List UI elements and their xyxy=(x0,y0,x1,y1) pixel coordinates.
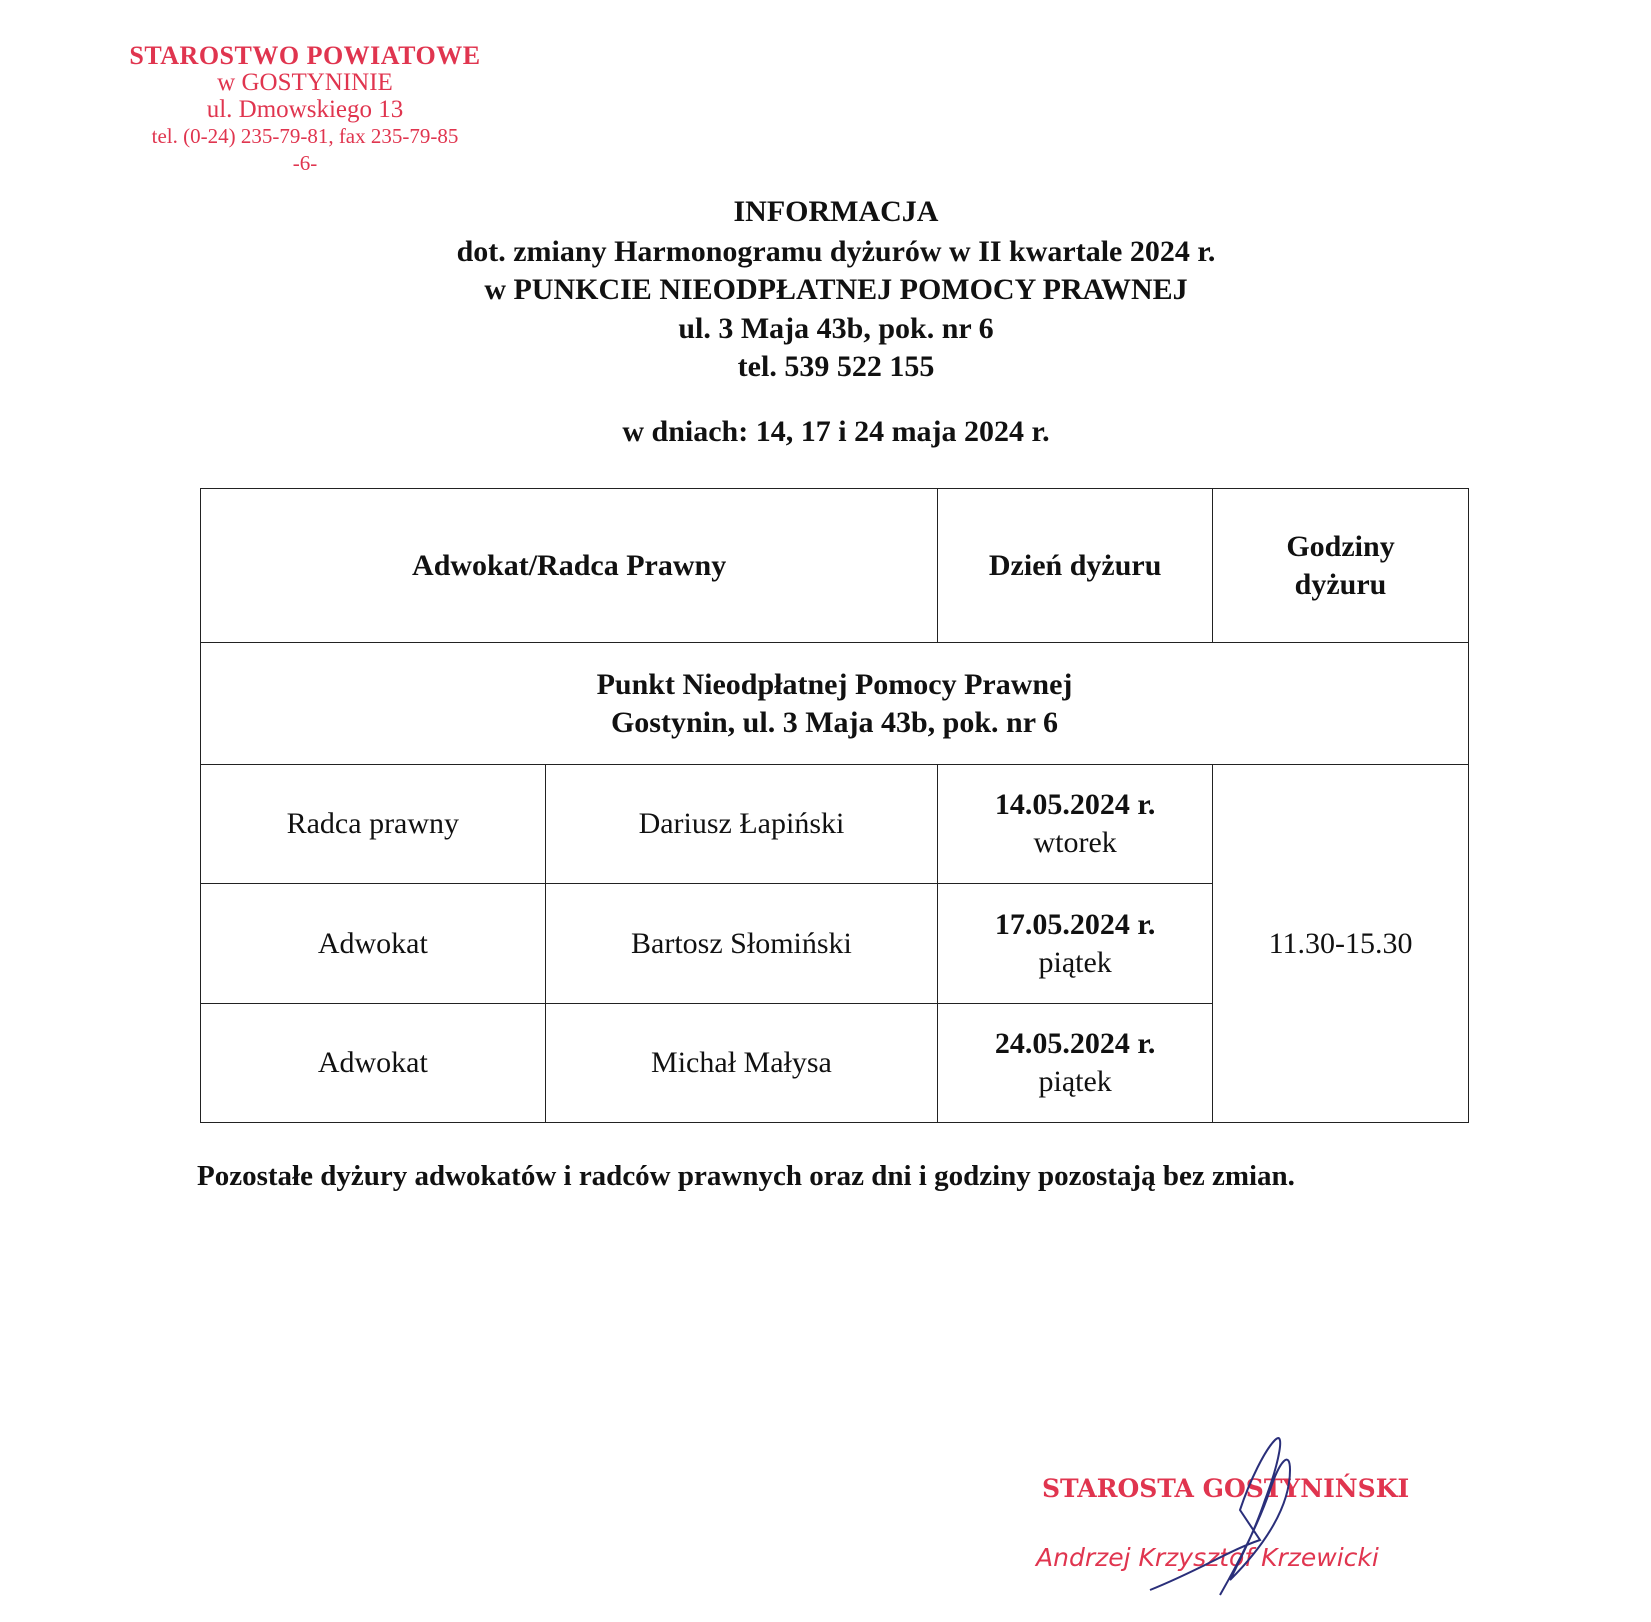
header-line: w PUNKCIE NIEODPŁATNEJ POMOCY PRAWNEJ xyxy=(484,273,1188,306)
hours-cell: 11.30-15.30 xyxy=(1213,765,1469,1123)
section-address: Gostynin, ul. 3 Maja 43b, pok. nr 6 xyxy=(610,705,1059,739)
handwritten-signature-icon xyxy=(1140,1430,1320,1600)
document-title: INFORMACJA xyxy=(733,195,939,228)
name-cell: Michał Małysa xyxy=(545,1004,938,1123)
date-cell: 17.05.2024 r. xyxy=(994,907,1156,941)
stamp-line: STAROSTWO POWIATOWE xyxy=(129,41,481,70)
office-stamp xyxy=(110,42,500,177)
section-row xyxy=(201,643,1469,765)
weekday-cell: piątek xyxy=(1038,1065,1112,1098)
section-title: Punkt Nieodpłatnej Pomocy Prawnej xyxy=(596,667,1073,701)
dates-line: w dniach: 14, 17 i 24 maja 2024 r. xyxy=(622,415,1050,448)
stamp-line: tel. (0-24) 235-79-81, fax 235-79-85 xyxy=(151,124,459,148)
stamp-line: -6- xyxy=(292,151,318,175)
header-cell: Dzień dyżuru xyxy=(938,489,1213,643)
stamp-line: ul. Dmowskiego 13 xyxy=(206,96,404,123)
header-cell: Adwokat/Radca Prawny xyxy=(201,489,938,643)
header-line: dot. zmiany Harmonogramu dyżurów w II kwartale 2024 r. xyxy=(456,235,1216,268)
header-cell: Godziny dyżuru xyxy=(1213,489,1469,643)
weekday-cell: piątek xyxy=(1038,945,1112,979)
name-cell: Dariusz Łapiński xyxy=(545,765,938,884)
date-cell: 14.05.2024 r. xyxy=(994,788,1156,821)
header-line: tel. 539 522 155 xyxy=(737,350,935,383)
footer-note: Pozostałe dyżury adwokatów i radców prawnych oraz dni i godziny pozostają bez zmian. xyxy=(197,1160,1295,1192)
weekday-cell: wtorek xyxy=(1033,826,1117,859)
name-cell: Bartosz Słomiński xyxy=(545,884,938,1004)
schedule-table xyxy=(200,488,1469,1123)
header-line: ul. 3 Maja 43b, pok. nr 6 xyxy=(678,312,994,345)
role-cell: Adwokat xyxy=(201,884,546,1004)
table-header-row xyxy=(201,489,1469,643)
role-cell: Radca prawny xyxy=(201,765,546,884)
role-cell: Adwokat xyxy=(201,1004,546,1123)
date-cell: 24.05.2024 r. xyxy=(994,1027,1156,1060)
signatory-name: Andrzej Krzysztof Krzewicki xyxy=(1036,1543,1379,1572)
stamp-line: w GOSTYNINIE xyxy=(217,69,393,96)
table-row xyxy=(201,765,1469,884)
signatory-title: STAROSTA GOSTYNIŃSKI xyxy=(1042,1474,1410,1503)
